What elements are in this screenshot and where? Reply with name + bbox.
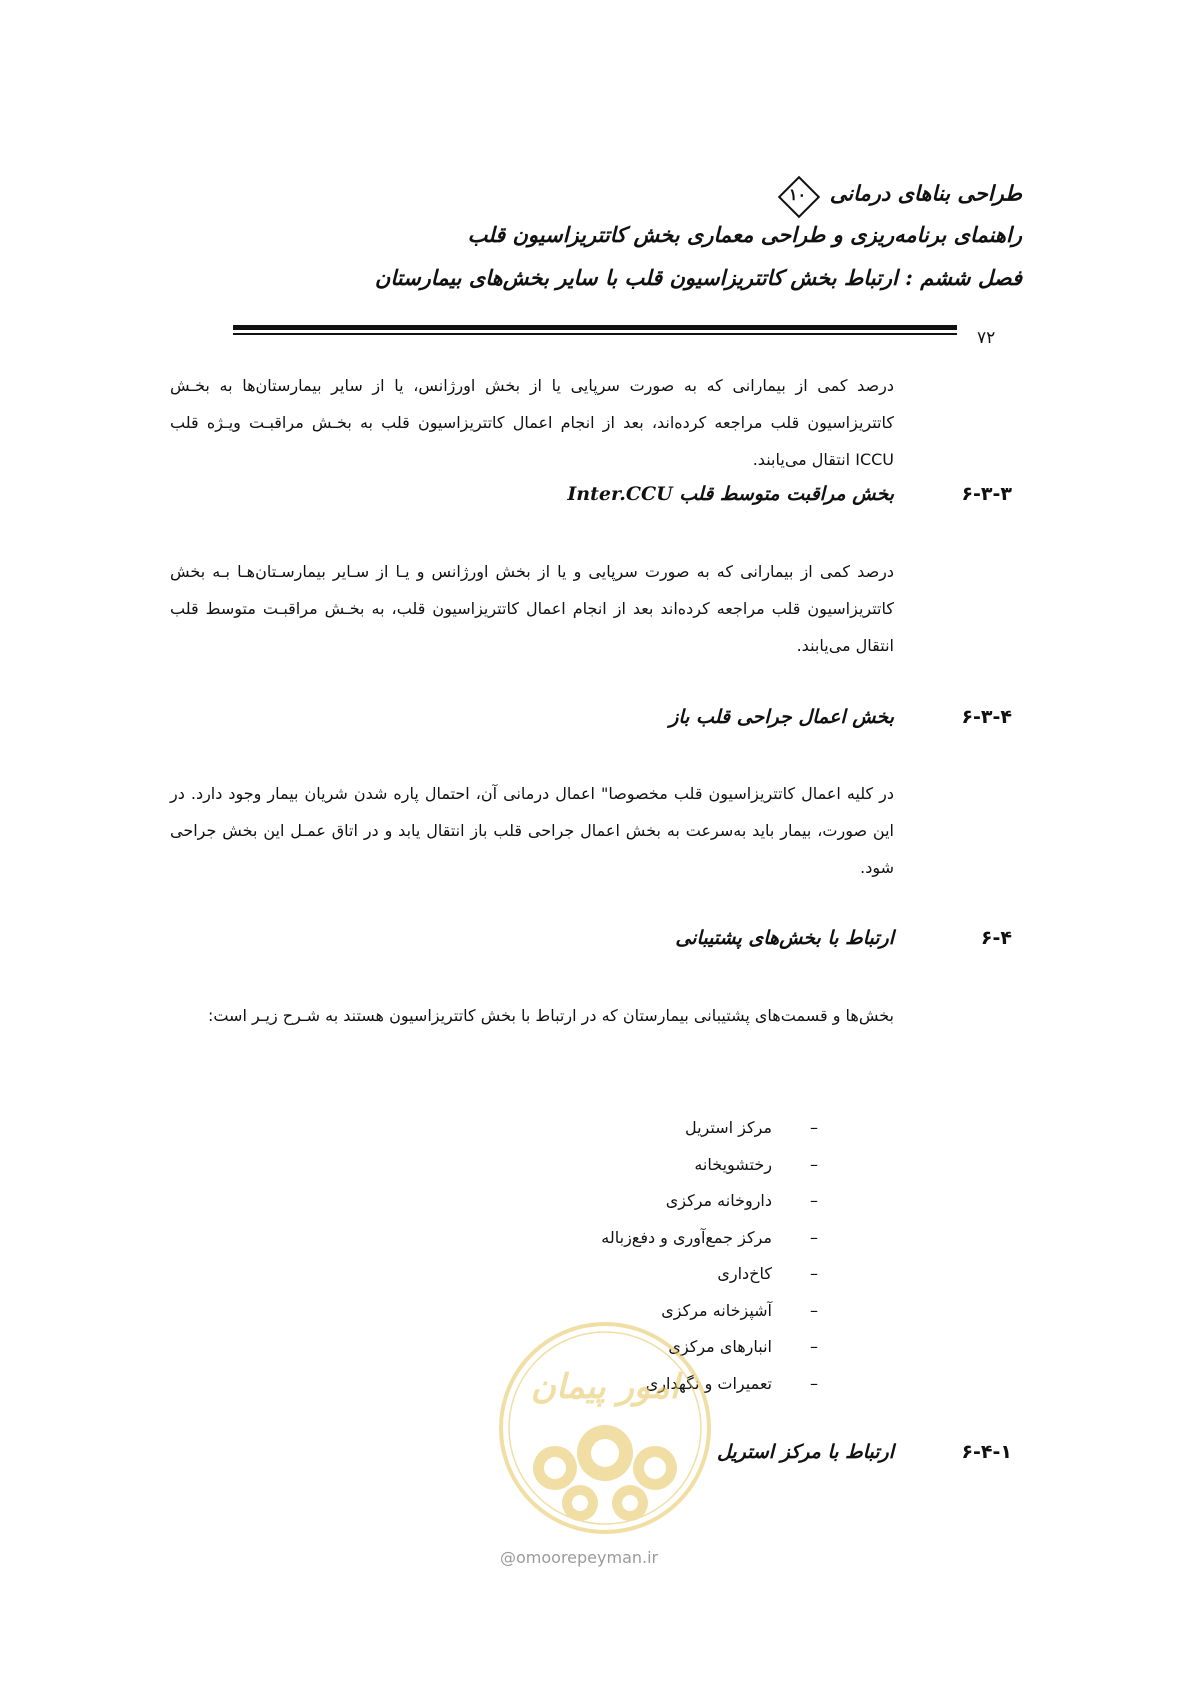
paragraph-support-intro: بخش‌ها و قسمت‌های پشتیبانی بیمارستان که در ارتباط با بخش کاتتریزاسیون هستند به شـرح زیـر است: — [207, 1006, 894, 1025]
paragraph-inter-ccu: درصد کمی از بیمارانی که به صورت سرپایی و یا از بخش اورژانس و یـا از سـایر بیمارسـتان‌هـا بـه بخش کاتتریزاسیون قلب مراجعه کرده‌اند بعد از انجام اعمال کاتتریزاسیون قلب، به بخـش مراقبـت متوسط قلب انتقال می‌یابند. — [170, 562, 894, 655]
dash-bullet: – — [810, 1264, 818, 1283]
list-item: –تعمیرات و نگهداری — [601, 1366, 818, 1403]
series-number-badge — [778, 176, 816, 214]
header-rule-thin — [233, 333, 957, 335]
section-number: ۶-۴ — [980, 927, 1012, 949]
dash-bullet: – — [810, 1191, 818, 1210]
section-title: بخش مراقبت متوسط قلب Inter.CCU — [567, 483, 894, 505]
book-title: راهنمای برنامه‌ریزی و طراحی معماری بخش کاتتریزاسیون قلب — [467, 222, 1022, 247]
watermark-url: @omoorepeyman.ir — [500, 1548, 659, 1567]
dash-bullet: – — [810, 1118, 818, 1137]
section-heading — [170, 927, 1012, 957]
section-number: ۶-۴-۱ — [961, 1441, 1012, 1463]
dash-bullet: – — [810, 1373, 818, 1393]
list-item: –داروخانه مرکزی — [601, 1183, 818, 1220]
series-number: ۱۰ — [788, 185, 807, 204]
paragraph-iccu: درصد کمی از بیمارانی که به صورت سرپایی یا از بخش اورژانس، یا از سایر بیمارستان‌ها به بخـش کاتتریزاسیون قلب مراجعه کرده‌اند، بعد از انجام اعمال کاتتریزاسیون قلب به بخـش مراقبـت ویـژه قلب ICCU انتقال می‌یابند. — [170, 376, 894, 469]
series-title-line — [772, 176, 1022, 214]
chapter-title: فصل ششم : ارتباط بخش کاتتریزاسیون قلب با سایر بخش‌های بیمارستان — [374, 265, 1022, 290]
header-rule-thick — [233, 325, 957, 330]
dash-bullet: – — [810, 1154, 818, 1174]
list-item: –کاخ‌داری — [601, 1256, 818, 1293]
dash-bullet: – — [810, 1300, 818, 1320]
list-item: –آشپزخانه مرکزی — [601, 1293, 818, 1330]
watermark-logo — [495, 1318, 715, 1538]
series-title: طراحی بناهای درمانی — [829, 180, 1022, 206]
list-item: –مرکز استریل — [601, 1110, 818, 1147]
paragraph-open-heart: در کلیه اعمال کاتتریزاسیون قلب مخصوصا" اعمال درمانی آن، احتمال پاره شدن شریان بیمار وجود دارد. در این صورت، بیمار باید به‌سرعت به بخش اعمال جراحی قلب باز انتقال یابد و در اتاق عمـل این بخش جراحی شود. — [170, 784, 894, 877]
watermark-logo-text: امور پیمان — [530, 1367, 680, 1407]
list-item: –مرکز جمع‌آوری و دفع‌زباله — [601, 1220, 818, 1257]
section-title: ارتباط با بخش‌های پشتیبانی — [675, 927, 894, 949]
section-heading — [170, 706, 1012, 736]
section-number: ۶-۳-۳ — [961, 483, 1012, 505]
page-number: ۷۲ — [977, 328, 996, 348]
list-item: –انبارهای مرکزی — [601, 1329, 818, 1366]
dash-bullet: – — [810, 1337, 818, 1356]
section-number: ۶-۳-۴ — [961, 706, 1012, 728]
dash-bullet: – — [810, 1227, 818, 1247]
section-title: ارتباط با مرکز استریل — [716, 1441, 894, 1463]
section-heading — [170, 483, 1012, 513]
section-title: بخش اعمال جراحی قلب باز — [669, 706, 894, 728]
list-item: –رختشویخانه — [601, 1147, 818, 1184]
